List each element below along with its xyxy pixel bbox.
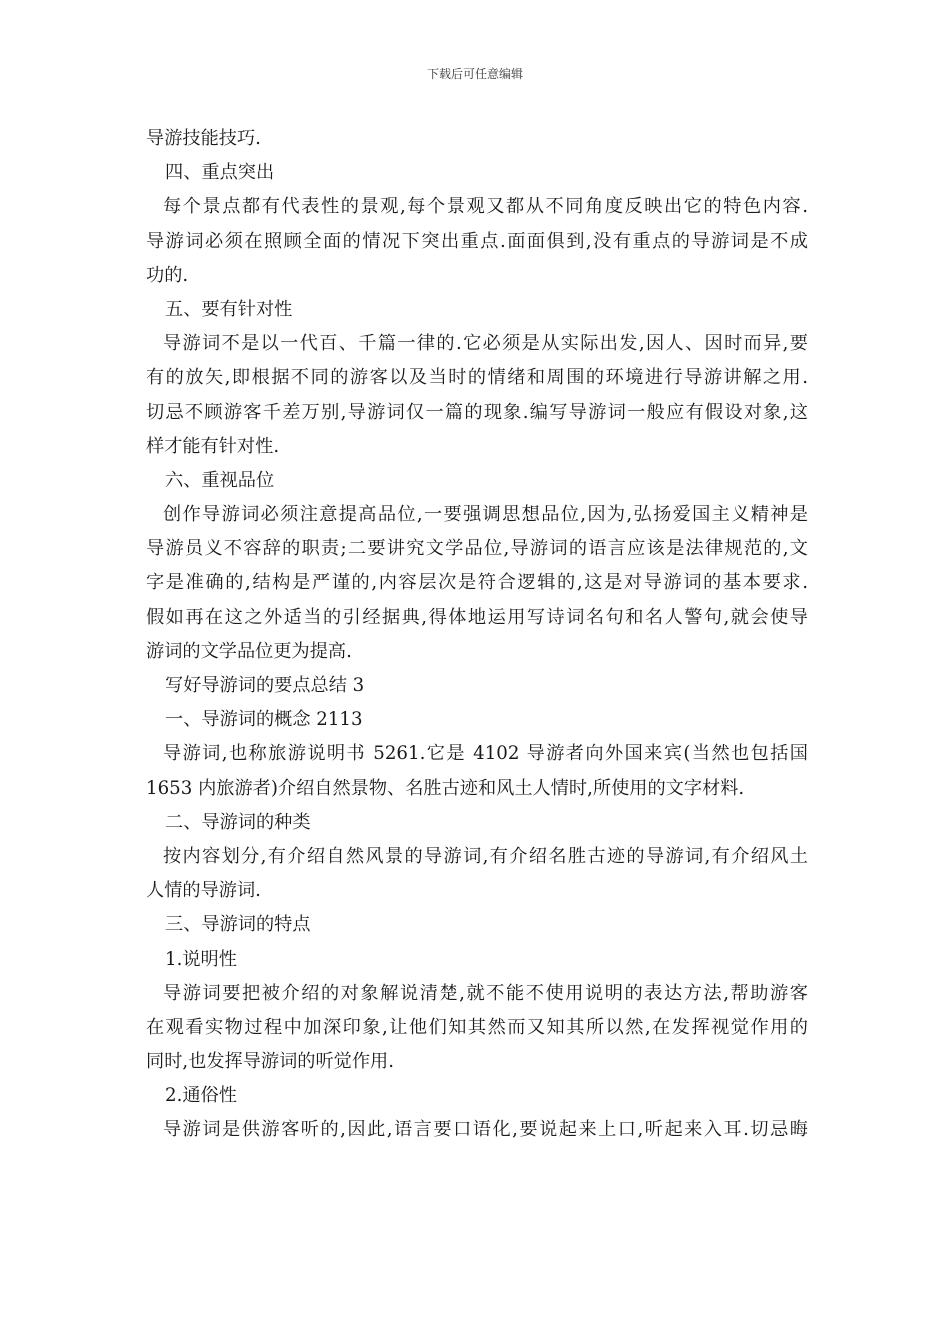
text-line: 样才能有针对性. xyxy=(146,435,280,457)
text-line: 在观看实物过程中加深印象,让他们知其然而又知其所以然,在发挥视觉作用的 xyxy=(146,1016,808,1038)
text-line: 人情的导游词. xyxy=(146,880,261,902)
text-line: 功的. xyxy=(146,264,189,286)
text-line: 导游词必须在照顾全面的情况下突出重点.面面俱到,没有重点的导游词是不成 xyxy=(146,230,808,252)
text-line: 同时,也发挥导游词的听觉作用. xyxy=(146,1051,395,1073)
text-line: 有的放矢,即根据不同的游客以及当时的情绪和周围的环境进行导游讲解之用. xyxy=(146,367,808,389)
section-heading: 六、重视品位 xyxy=(165,469,275,491)
text-line: 创作导游词必须注意提高品位,一要强调思想品位,因为,弘扬爱国主义精神是 xyxy=(163,504,808,526)
text-line: 字是准确的,结构是严谨的,内容层次是符合逻辑的,这是对导游词的基本要求. xyxy=(146,572,808,594)
subsection-heading: 2.通俗性 xyxy=(165,1085,237,1107)
section-heading: 三、导游词的特点 xyxy=(165,914,311,936)
text-line: 导游词要把被介绍的对象解说清楚,就不能不使用说明的表达方法,帮助游客 xyxy=(163,982,808,1004)
text-line: 按内容划分,有介绍自然风景的导游词,有介绍名胜古迹的导游词,有介绍风土 xyxy=(163,845,808,867)
document-body xyxy=(146,122,808,1148)
text-line: 切忌不顾游客千差万别,导游词仅一篇的现象.编写导游词一般应有假设对象,这 xyxy=(146,401,808,423)
section-heading: 五、要有针对性 xyxy=(165,298,293,320)
text-line: 导游员义不容辞的职责;二要讲究文学品位,导游词的语言应该是法律规范的,文 xyxy=(146,538,808,560)
text-line: 导游词是供游客听的,因此,语言要口语化,要说起来上口,听起来入耳.切忌晦 xyxy=(163,1119,808,1141)
article-title: 写好导游词的要点总结 3 xyxy=(165,675,365,696)
text-line: 导游词不是以一代百、千篇一律的.它必须是从实际出发,因人、因时而异,要 xyxy=(163,333,808,355)
subsection-heading: 1.说明性 xyxy=(165,948,237,970)
page-header: 下载后可任意编辑 xyxy=(426,67,523,81)
section-heading: 一、导游词的概念 2113 xyxy=(165,709,363,731)
text-line: 假如再在这之外适当的引经据典,得体地运用写诗词名句和名人警句,就会使导 xyxy=(146,606,808,628)
text-line: 导游技能技巧. xyxy=(146,128,261,149)
text-line: 导游词,也称旅游说明书 5261.它是 4102 导游者向外国来宾(当然也包括国 xyxy=(163,743,808,765)
section-heading: 二、导游词的种类 xyxy=(165,811,311,833)
text-line: 每个景点都有代表性的景观,每个景观又都从不同角度反映出它的特色内容. xyxy=(163,196,808,218)
text-line: 游词的文学品位更为提高. xyxy=(146,640,352,662)
section-heading: 四、重点突出 xyxy=(165,162,275,184)
text-line: 1653 内旅游者)介绍自然景物、名胜古迹和风土人情时,所使用的文字材料. xyxy=(146,777,745,799)
